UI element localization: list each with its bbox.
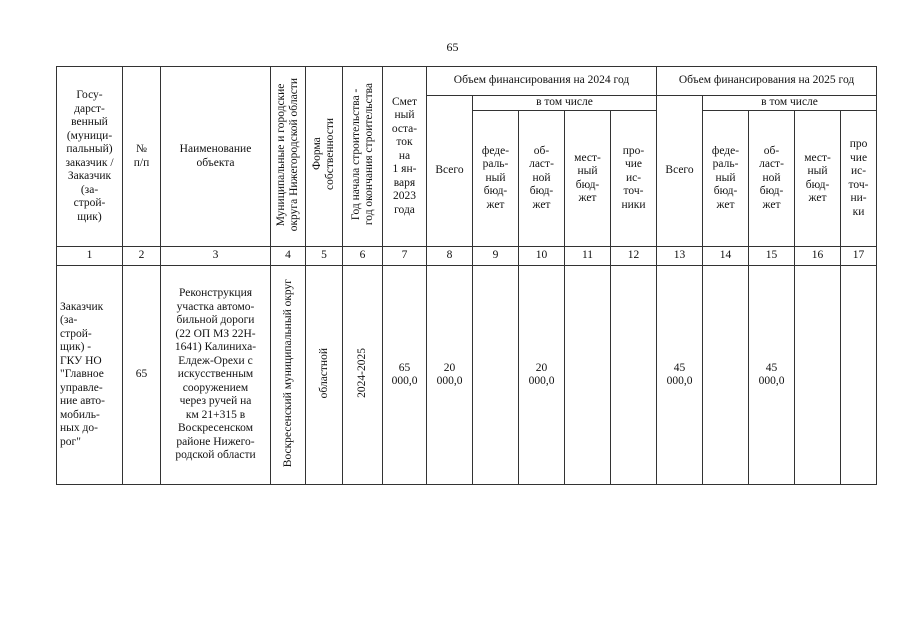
cell-ownership: областной: [317, 347, 330, 398]
column-number: 10: [519, 247, 565, 266]
cell-federal-2025: [703, 266, 749, 485]
header-other-2024: про- чие ис- точ- ники: [611, 111, 657, 247]
cell-customer: Заказчик (за- строй- щик) - ГКУ НО "Главное управле- ние авто- мобиль- ных до- рог": [57, 266, 123, 485]
column-number: 11: [565, 247, 611, 266]
cell-total-2025: 45 000,0: [657, 266, 703, 485]
cell-years: 2024-2025: [356, 347, 368, 398]
header-years-cell: [343, 67, 383, 247]
header-regional-2025: об- ласт- ной бюд- жет: [749, 111, 795, 247]
cell-local-2024: [565, 266, 611, 485]
header-object-name: Наименование объекта: [161, 67, 271, 247]
cell-remainder: 65 000,0: [383, 266, 427, 485]
header-incl-2025: в том числе: [703, 96, 877, 111]
column-number: 14: [703, 247, 749, 266]
header-other-2025: про чие ис- точ- ни- ки: [841, 111, 877, 247]
page-number: 65: [446, 40, 459, 54]
column-number: 8: [427, 247, 473, 266]
header-municipal-cell: [271, 67, 306, 247]
header-customer: Госу- дарст- венный (муници- пальный) заказчик / Заказчик (за- строй- щик): [57, 67, 123, 247]
header-row-1: [57, 67, 877, 96]
header-municipal: Муниципальные и городские округа Нижегородской области: [275, 77, 300, 231]
column-number: 6: [343, 247, 383, 266]
column-number: 3: [161, 247, 271, 266]
header-regional-2024: об- ласт- ной бюд- жет: [519, 111, 565, 247]
cell-regional-2025: 45 000,0: [749, 266, 795, 485]
header-ownership: Форма собственности: [311, 118, 336, 191]
column-number: 7: [383, 247, 427, 266]
cell-municipal: Воскресенский муниципальный округ: [281, 278, 294, 467]
cell-regional-2024: 20 000,0: [519, 266, 565, 485]
cell-other-2024: [611, 266, 657, 485]
header-total-2024: Всего: [427, 96, 473, 247]
financing-table: [56, 66, 877, 485]
header-federal-2024: феде- раль- ный бюд- жет: [473, 111, 519, 247]
header-number: № п/п: [123, 67, 161, 247]
header-local-2024: мест- ный бюд- жет: [565, 111, 611, 247]
header-total-2025: Всего: [657, 96, 703, 247]
cell-federal-2024: [473, 266, 519, 485]
column-number: 2: [123, 247, 161, 266]
cell-total-2024: 20 000,0: [427, 266, 473, 485]
cell-ownership-wrap: [306, 266, 343, 485]
column-number: 9: [473, 247, 519, 266]
cell-other-2025: [841, 266, 877, 485]
column-number: 1: [57, 247, 123, 266]
column-number: 5: [306, 247, 343, 266]
header-years: Год начала строительства - год окончания строительства: [349, 83, 375, 226]
cell-object-name: Реконструкция участка автомо- бильной дороги (22 ОП МЗ 22Н- 1641) Калиниха- Елдеж-Орехи с искусственным сооружением через ручей на км 21+315 в Воскресенском районе Нижего- родской области: [161, 266, 271, 485]
cell-years-wrap: [343, 266, 383, 485]
column-number-row: [57, 247, 877, 266]
header-ownership-cell: [306, 67, 343, 247]
header-financing-2024: Объем финансирования на 2024 год: [427, 67, 657, 96]
column-number: 12: [611, 247, 657, 266]
column-number: 15: [749, 247, 795, 266]
column-number: 16: [795, 247, 841, 266]
header-local-2025: мест- ный бюд- жет: [795, 111, 841, 247]
header-remainder: Смет ный оста- ток на 1 ян- варя 2023 года: [383, 67, 427, 247]
cell-municipal-wrap: [271, 266, 306, 485]
header-financing-2025: Объем финансирования на 2025 год: [657, 67, 877, 96]
column-number: 13: [657, 247, 703, 266]
table-row: [57, 266, 877, 485]
cell-local-2025: [795, 266, 841, 485]
header-incl-2024: в том числе: [473, 96, 657, 111]
cell-number: 65: [123, 266, 161, 485]
column-number: 17: [841, 247, 877, 266]
column-number: 4: [271, 247, 306, 266]
header-federal-2025: феде- раль- ный бюд- жет: [703, 111, 749, 247]
